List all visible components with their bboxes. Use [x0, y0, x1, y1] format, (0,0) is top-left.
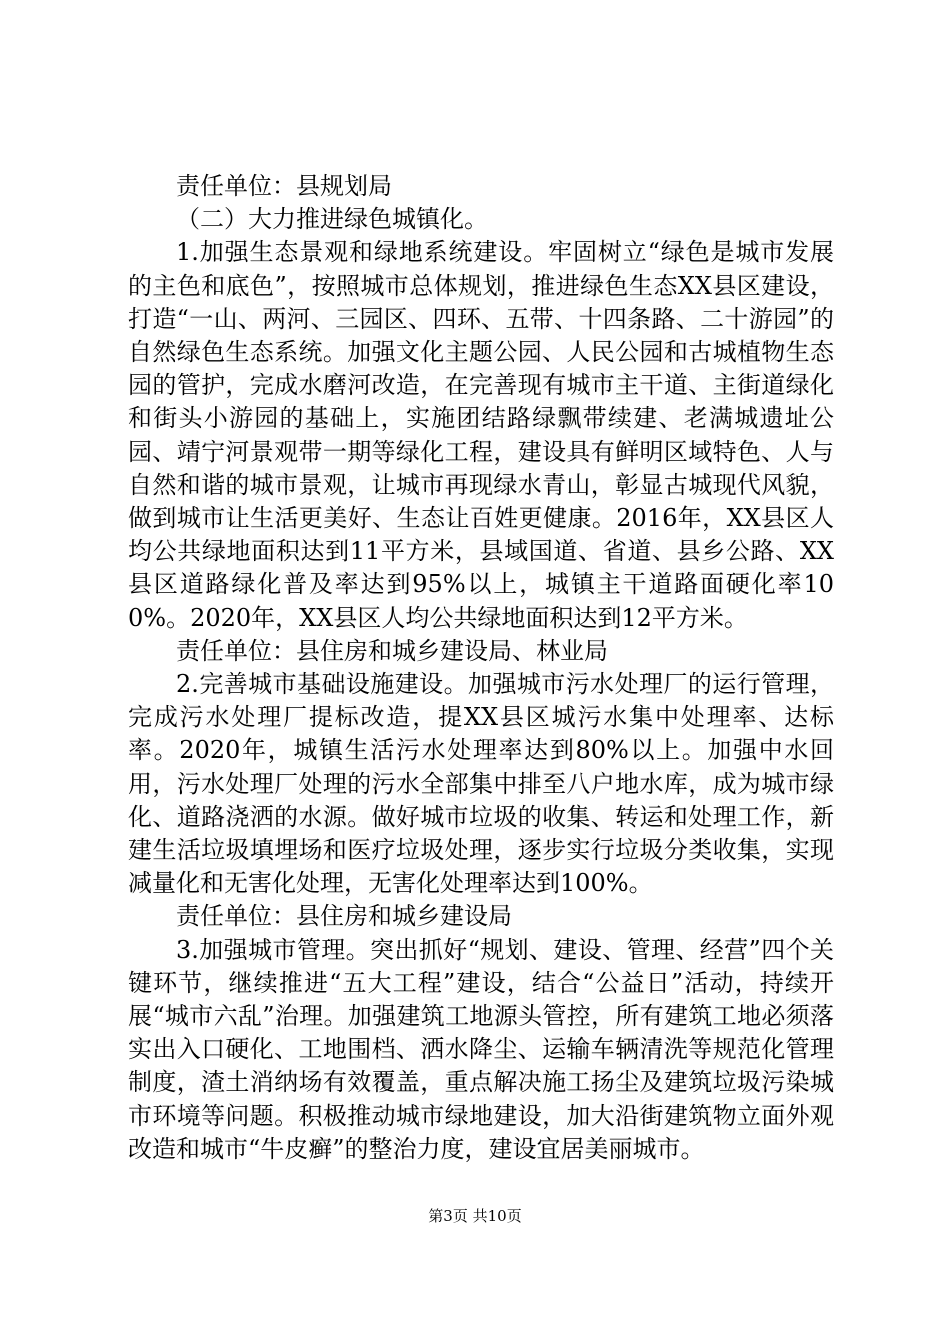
paragraph-infrastructure: 2.完善城市基础设施建设。加强城市污水处理厂的运行管理，完成污水处理厂提标改造，提XX县区城污水集中处理率、达标率。2020年，城镇生活污水处理率达到80%以上。加强中水回用，污水处理厂处理的污水全部集中排至八户地水库，成为城市绿化、道路浇洒的水源。做好城市垃圾的收集、转运和处理工作，新建生活垃圾填埋场和医疗垃圾处理，逐步实行垃圾分类收集，实现减量化和无害化处理，无害化处理率达到100%。	[128, 670, 834, 898]
page-footer	[0, 1206, 950, 1226]
paragraph-responsible-unit-planning: 责任单位：县规划局	[176, 172, 392, 200]
document-body	[128, 170, 834, 1166]
page-number: 第3页 共10页	[428, 1207, 522, 1225]
paragraph-responsible-unit-housing: 责任单位：县住房和城乡建设局	[176, 902, 512, 931]
paragraph-ecological-landscape: 1.加强生态景观和绿地系统建设。牢固树立“绿色是城市发展的主色和底色”，按照城市总体规划，推进绿色生态XX县区建设，打造“一山、两河、三园区、四环、五带、十四条路、二十游园”的自然绿色生态系统。加强文化主题公园、人民公园和古城植物生态园的管护，完成水磨河改造，在完善现有城市主干道、主街道绿化和街头小游园的基础上，实施团结路绿飘带续建、老满城遗址公园、靖宁河景观带一期等绿化工程，建设具有鲜明区域特色、人与自然和谐的城市景观，让城市再现绿水青山，彰显古城现代风貌，做到城市让生活更美好、生态让百姓更健康。2016年，XX县区人均公共绿地面积达到11平方米，县域国道、省道、县乡公路、XX县区道路绿化普及率达到95%以上，城镇主干道路面硬化率100%。2020年，XX县区人均公共绿地面积达到12平方米。	[128, 238, 834, 632]
paragraph-responsible-unit-housing-forestry: 责任单位：县住房和城乡建设局、林业局	[176, 636, 608, 665]
paragraph-city-management: 3.加强城市管理。突出抓好“规划、建设、管理、经营”四个关键环节，继续推进“五大工程”建设，结合“公益日”活动，持续开展“城市六乱”治理。加强建筑工地源头管控，所有建筑工地必须落实出入口硬化、工地围档、洒水降尘、运输车辆清洗等规范化管理制度，渣土消纳场有效覆盖，重点解决施工扬尘及建筑垃圾污染城市环境等问题。积极推动城市绿地建设，加大沿街建筑物立面外观改造和城市“牛皮癣”的整治力度，建设宜居美丽城市。	[128, 935, 834, 1163]
section-heading-green-urbanization: （二）大力推进绿色城镇化。	[176, 205, 488, 234]
